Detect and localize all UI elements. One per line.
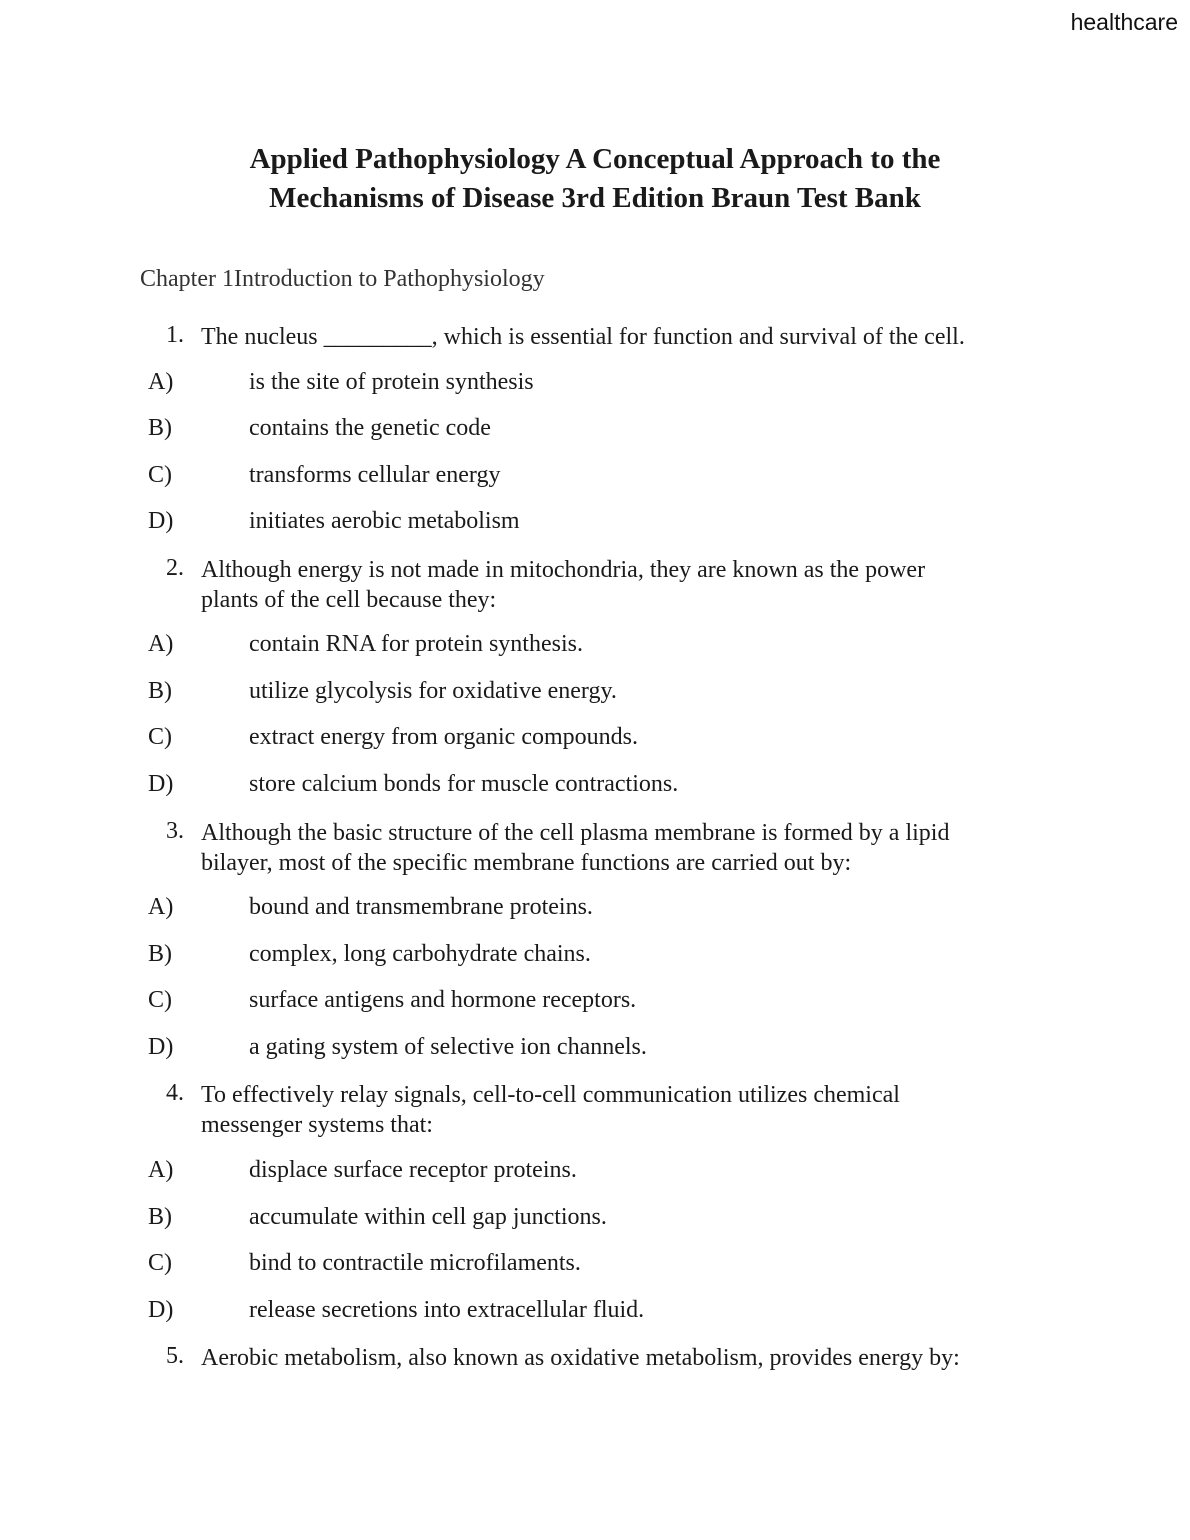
option-text: complex, long carbohydrate chains. bbox=[249, 941, 591, 967]
question-text bbox=[201, 1080, 1051, 1140]
option-label: B) bbox=[148, 1204, 172, 1230]
title-line: Applied Pathophysiology A Conceptual Approach to the bbox=[249, 143, 941, 175]
option-label: C) bbox=[148, 724, 172, 750]
question-number: 2. bbox=[166, 555, 184, 581]
question-text bbox=[201, 555, 1051, 615]
question-line: Aerobic metabolism, also known as oxidative metabolism, provides energy by: bbox=[201, 1345, 960, 1371]
question-line: plants of the cell because they: bbox=[201, 587, 497, 613]
option-label: D) bbox=[148, 1297, 174, 1323]
option-text: bind to contractile microfilaments. bbox=[249, 1250, 581, 1276]
option-label: A) bbox=[148, 631, 174, 657]
option-label: B) bbox=[148, 678, 172, 704]
question-text bbox=[201, 1343, 1051, 1373]
option-text: transforms cellular energy bbox=[249, 462, 501, 488]
option-label: D) bbox=[148, 508, 174, 534]
option-label: B) bbox=[148, 941, 172, 967]
question-line: Although energy is not made in mitochondria, they are known as the power bbox=[201, 557, 926, 583]
option-text: release secretions into extracellular fluid. bbox=[249, 1297, 645, 1323]
header-tag: healthcare bbox=[1070, 9, 1178, 35]
option-text: extract energy from organic compounds. bbox=[249, 724, 638, 750]
question-line: bilayer, most of the specific membrane functions are carried out by: bbox=[201, 850, 852, 876]
option-text: surface antigens and hormone receptors. bbox=[249, 987, 637, 1013]
option-text: initiates aerobic metabolism bbox=[249, 508, 520, 534]
option-label: D) bbox=[148, 1034, 174, 1060]
option-text: is the site of protein synthesis bbox=[249, 369, 534, 395]
chapter-heading: Chapter 1Introduction to Pathophysiology bbox=[140, 266, 545, 292]
option-label: C) bbox=[148, 462, 172, 488]
option-text: bound and transmembrane proteins. bbox=[249, 894, 593, 920]
option-label: C) bbox=[148, 1250, 172, 1276]
option-text: utilize glycolysis for oxidative energy. bbox=[249, 678, 617, 704]
question-number: 3. bbox=[166, 818, 184, 844]
option-text: displace surface receptor proteins. bbox=[249, 1157, 577, 1183]
option-text: contain RNA for protein synthesis. bbox=[249, 631, 583, 657]
option-text: contains the genetic code bbox=[249, 415, 491, 441]
option-label: B) bbox=[148, 415, 172, 441]
question-line: messenger systems that: bbox=[201, 1112, 433, 1138]
question-line: To effectively relay signals, cell-to-cell communication utilizes chemical bbox=[201, 1082, 900, 1108]
option-label: D) bbox=[148, 771, 174, 797]
option-text: store calcium bonds for muscle contractions. bbox=[249, 771, 679, 797]
option-text: a gating system of selective ion channels. bbox=[249, 1034, 647, 1060]
option-label: A) bbox=[148, 1157, 174, 1183]
question-text bbox=[201, 818, 1051, 878]
question-line: The nucleus _________, which is essential for function and survival of the cell. bbox=[201, 324, 965, 350]
question-number: 1. bbox=[166, 322, 184, 348]
title-line: Mechanisms of Disease 3rd Edition Braun Test Bank bbox=[269, 182, 921, 214]
question-number: 5. bbox=[166, 1343, 184, 1369]
question-number: 4. bbox=[166, 1080, 184, 1106]
option-label: C) bbox=[148, 987, 172, 1013]
question-line: Although the basic structure of the cell plasma membrane is formed by a lipid bbox=[201, 820, 950, 846]
question-text bbox=[201, 322, 1051, 352]
document-title bbox=[0, 140, 1190, 218]
option-label: A) bbox=[148, 894, 174, 920]
option-label: A) bbox=[148, 369, 174, 395]
option-text: accumulate within cell gap junctions. bbox=[249, 1204, 607, 1230]
